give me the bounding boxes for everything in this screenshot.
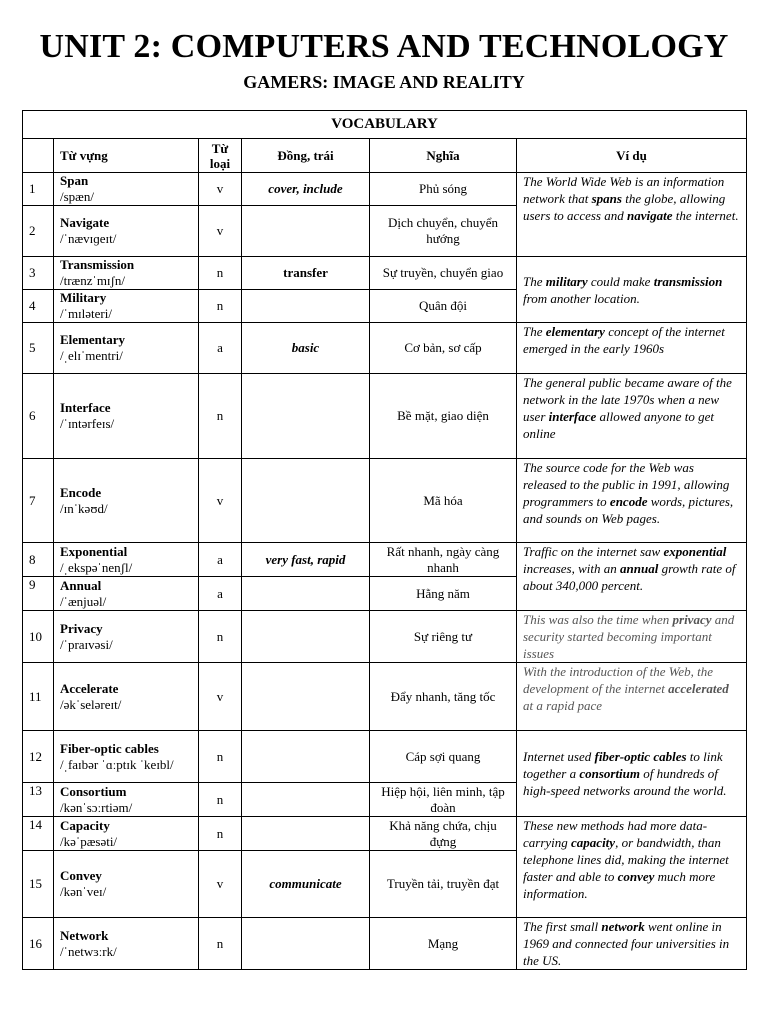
word-cell: [54, 459, 199, 543]
example-keyword: interface: [548, 409, 597, 424]
meaning-cell: Quân đội: [370, 290, 517, 323]
word-cell: [54, 323, 199, 374]
column-header-synonyms: Đồng, trái: [242, 139, 370, 173]
meaning-cell: Dịch chuyển, chuyển hướng: [370, 206, 517, 257]
word-ipa: /əkˈseləreɪt/: [60, 696, 122, 712]
word-term: Elementary: [60, 332, 125, 347]
word-term: Consortium: [60, 783, 127, 799]
word-ipa: /ˈɪntərfeɪs/: [60, 416, 115, 431]
example-cell: [517, 543, 747, 611]
word-term: Transmission: [60, 257, 135, 272]
synonym-cell: [242, 290, 370, 323]
example-text: The first small: [523, 919, 602, 934]
word-cell: [54, 663, 199, 731]
word-cell: [54, 918, 199, 970]
word-term: Accelerate: [60, 680, 119, 696]
pos-cell: n: [199, 290, 242, 323]
row-number: 10: [23, 611, 54, 663]
word-ipa: /kəˈpæsəti/: [60, 833, 118, 849]
pos-cell: a: [199, 323, 242, 374]
synonym-cell: [242, 206, 370, 257]
table-row: [23, 323, 747, 374]
table-row: [23, 731, 747, 783]
example-text: the internet.: [672, 208, 739, 223]
synonym-cell: [242, 783, 370, 817]
synonym-cell: communicate: [242, 851, 370, 918]
row-number: 1: [23, 173, 54, 206]
word-term: Annual: [60, 577, 102, 593]
example-text: at a rapid pace: [523, 698, 603, 713]
synonym-cell: [242, 663, 370, 731]
table-row: [23, 611, 747, 663]
synonym-cell: [242, 374, 370, 459]
pos-cell: v: [199, 173, 242, 206]
word-ipa: /ˌfaɪbər ˈɑːptɪk ˈkeɪbl/: [60, 756, 174, 772]
meaning-cell: Phủ sóng: [370, 173, 517, 206]
row-number: 4: [23, 290, 54, 323]
pos-cell: n: [199, 374, 242, 459]
word-cell: [54, 611, 199, 663]
row-number: 11: [23, 663, 54, 731]
word-cell: [54, 851, 199, 918]
pos-header-line2: loại: [209, 155, 231, 171]
row-number: 7: [23, 459, 54, 543]
example-cell: [517, 459, 747, 543]
example-text: The: [523, 324, 546, 339]
word-term: Encode: [60, 484, 102, 500]
pos-cell: n: [199, 918, 242, 970]
example-text: could make: [587, 273, 654, 289]
meaning-cell: Mã hóa: [370, 459, 517, 543]
word-cell: [54, 731, 199, 783]
pos-cell: n: [199, 817, 242, 851]
word-ipa: /ˈnetwɜːrk/: [60, 943, 117, 959]
column-header-number: [23, 139, 54, 173]
example-text: and security started becoming important issues: [523, 612, 735, 661]
synonym-cell: [242, 731, 370, 783]
example-keyword: transmission: [653, 273, 723, 289]
word-cell: [54, 257, 199, 290]
row-number: 5: [23, 323, 54, 374]
example-keyword: accelerated: [668, 681, 729, 696]
synonym-cell: [242, 611, 370, 663]
example-cell: [517, 257, 747, 323]
row-number: 2: [23, 206, 54, 257]
example-text: Internet used: [523, 749, 595, 764]
example-text: concept of the internet emerged in the early 1960s: [523, 324, 725, 356]
pos-cell: v: [199, 206, 242, 257]
word-cell: [54, 206, 199, 257]
pos-cell: n: [199, 611, 242, 663]
table-row: [23, 543, 747, 577]
meaning-cell: Cơ bản, sơ cấp: [370, 323, 517, 374]
example-keyword: network: [601, 919, 645, 934]
example-keyword: exponential: [663, 544, 727, 559]
example-text: The general public became aware of the network in the late 1970s when a new user: [523, 375, 732, 424]
pos-cell: n: [199, 257, 242, 290]
meaning-cell: Hiệp hội, liên minh, tập đoàn: [370, 783, 517, 817]
example-text: went online in 1969 and connected four universities in the US.: [523, 919, 730, 968]
word-cell: [54, 783, 199, 817]
example-text: of hundreds of high-speed networks around the world.: [523, 766, 727, 798]
example-keyword: fiber-optic cables: [594, 749, 687, 764]
table-row: [23, 817, 747, 851]
table-row: [23, 374, 747, 459]
synonym-cell: very fast, rapid: [242, 543, 370, 577]
pos-cell: n: [199, 783, 242, 817]
word-term: Span: [60, 173, 89, 188]
meaning-cell: Sự riêng tư: [370, 611, 517, 663]
example-keyword: consortium: [579, 766, 641, 781]
example-keyword: spans: [591, 191, 622, 206]
row-number: 14: [23, 817, 54, 851]
pos-cell: v: [199, 663, 242, 731]
example-text: The: [523, 273, 546, 289]
example-cell: [517, 817, 747, 918]
word-ipa: /kənˈveɪ/: [60, 884, 107, 899]
word-term: Exponential: [60, 543, 128, 559]
synonym-cell: [242, 817, 370, 851]
word-term: Navigate: [60, 215, 110, 230]
example-keyword: privacy: [672, 612, 712, 627]
word-term: Fiber-optic cables: [60, 740, 159, 756]
example-keyword: capacity: [571, 835, 616, 850]
column-header-part-of-speech: [199, 139, 242, 173]
word-ipa: /ˈnævɪɡeɪt/: [60, 231, 117, 246]
example-text: These new methods had more data-carrying: [523, 818, 708, 850]
word-term: Capacity: [60, 817, 110, 833]
row-number: 16: [23, 918, 54, 970]
column-header-row: [23, 139, 747, 173]
meaning-cell: Cáp sợi quang: [370, 731, 517, 783]
word-ipa: /ˈænjuəl/: [60, 593, 107, 609]
example-keyword: navigate: [627, 208, 673, 223]
word-cell: [54, 173, 199, 206]
vocabulary-table: [22, 110, 747, 970]
example-text: from another location.: [523, 290, 640, 306]
word-ipa: /kənˈsɔːrtiəm/: [60, 799, 133, 815]
word-cell: [54, 577, 199, 611]
table-row: [23, 173, 747, 206]
example-cell: [517, 611, 747, 663]
row-number: 12: [23, 731, 54, 783]
example-text: words, pictures, and sounds on Web pages.: [523, 494, 734, 526]
example-cell: [517, 918, 747, 970]
word-cell: [54, 817, 199, 851]
example-text: the globe, allowing users to access and: [523, 191, 726, 223]
pos-header-line1: Từ: [211, 140, 229, 156]
example-cell: [517, 374, 747, 459]
word-term: Military: [60, 290, 107, 305]
pos-cell: v: [199, 459, 242, 543]
table-heading-row: [23, 111, 747, 139]
word-term: Network: [60, 927, 109, 943]
synonym-cell: cover, include: [242, 173, 370, 206]
meaning-cell: Mạng: [370, 918, 517, 970]
example-cell: [517, 323, 747, 374]
column-header-example: Ví dụ: [517, 139, 747, 173]
meaning-cell: Đẩy nhanh, tăng tốc: [370, 663, 517, 731]
word-cell: [54, 290, 199, 323]
word-ipa: /trænzˈmɪʃn/: [60, 273, 125, 288]
example-text: to link together a: [523, 749, 723, 781]
meaning-cell: Hằng năm: [370, 577, 517, 611]
example-text: allowed anyone to get online: [523, 409, 714, 441]
example-text: growth rate of about 340,000 percent.: [523, 561, 736, 593]
meaning-cell: Bề mặt, giao diện: [370, 374, 517, 459]
example-keyword: encode: [609, 494, 648, 509]
example-cell: [517, 173, 747, 257]
example-keyword: annual: [620, 561, 659, 576]
word-term: Interface: [60, 400, 111, 415]
synonym-cell: basic: [242, 323, 370, 374]
synonym-cell: transfer: [242, 257, 370, 290]
example-text: The World Wide Web is an information network that: [523, 174, 725, 206]
example-text: increases, with an: [523, 561, 621, 576]
table-row: [23, 257, 747, 290]
word-ipa: /ˌekspəˈnenʃl/: [60, 559, 133, 575]
example-text: much more information.: [523, 869, 716, 901]
example-keyword: convey: [617, 869, 655, 884]
example-text: With the introduction of the Web, the development of the internet: [523, 664, 714, 696]
meaning-cell: Rất nhanh, ngày càng nhanh: [370, 543, 517, 577]
word-ipa: /ˈmɪləteri/: [60, 306, 112, 321]
page-subtitle: GAMERS: IMAGE AND REALITY: [243, 72, 525, 92]
row-number: 13: [23, 783, 54, 817]
table-row: [23, 663, 747, 731]
meaning-cell: Khả năng chứa, chịu đựng: [370, 817, 517, 851]
synonym-cell: [242, 459, 370, 543]
example-text: Traffic on the internet saw: [523, 544, 664, 559]
page-title: UNIT 2: COMPUTERS AND TECHNOLOGY: [39, 28, 729, 65]
word-cell: [54, 374, 199, 459]
example-text: This was also the time when: [523, 612, 673, 627]
column-header-word: Từ vựng: [54, 139, 199, 173]
row-number: 6: [23, 374, 54, 459]
word-term: Convey: [60, 868, 102, 883]
column-header-meaning: Nghĩa: [370, 139, 517, 173]
table-row: [23, 459, 747, 543]
meaning-cell: Truyền tải, truyền đạt: [370, 851, 517, 918]
pos-cell: a: [199, 543, 242, 577]
row-number: 9: [23, 577, 54, 611]
pos-cell: n: [199, 731, 242, 783]
word-ipa: /spæn/: [60, 189, 94, 204]
example-cell: [517, 731, 747, 817]
word-ipa: /ɪnˈkəʊd/: [60, 500, 108, 516]
row-number: 8: [23, 543, 54, 577]
example-keyword: military: [545, 273, 588, 289]
row-number: 3: [23, 257, 54, 290]
example-text: The source code for the Web was released to the public in 1991, allowing programmers to: [523, 460, 730, 509]
example-text: , or bandwidth, than telephone lines did, making the internet faster and able to: [523, 835, 729, 884]
word-ipa: /ˌelɪˈmentri/: [60, 348, 123, 363]
word-cell: [54, 543, 199, 577]
pos-cell: a: [199, 577, 242, 611]
synonym-cell: [242, 918, 370, 970]
table-row: [23, 918, 747, 970]
word-ipa: /ˈpraɪvəsi/: [60, 636, 113, 652]
meaning-cell: Sự truyền, chuyển giao: [370, 257, 517, 290]
example-cell: [517, 663, 747, 731]
pos-cell: v: [199, 851, 242, 918]
word-term: Privacy: [60, 620, 103, 636]
synonym-cell: [242, 577, 370, 611]
table-heading: VOCABULARY: [23, 111, 747, 139]
example-keyword: elementary: [545, 324, 605, 339]
row-number: 15: [23, 851, 54, 918]
